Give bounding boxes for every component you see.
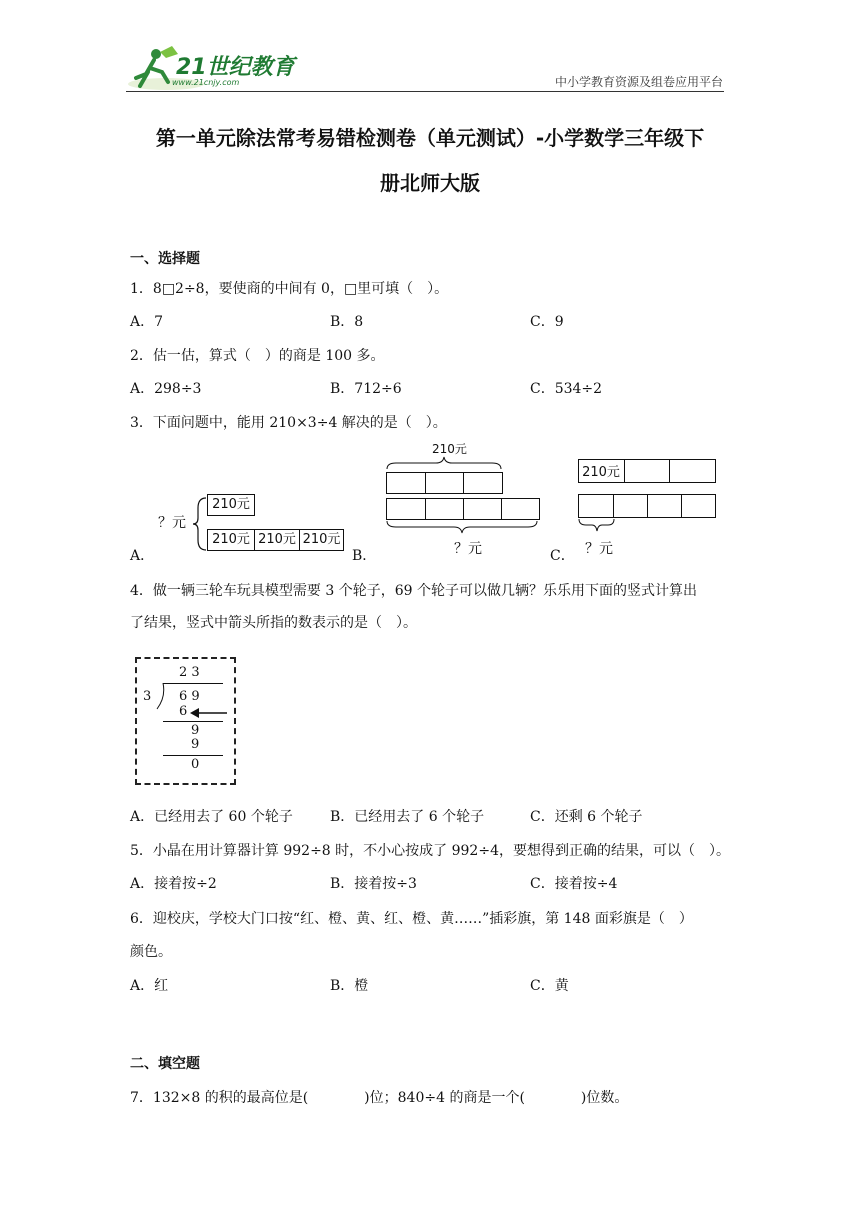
q7-stem: 7．132×8 的积的最高位是( )位；840÷4 的商是一个( )位数。 bbox=[130, 1090, 629, 1106]
q4-remainder: 0 bbox=[191, 757, 200, 772]
section-choice: 一、选择题 bbox=[130, 251, 200, 267]
q4-bracket-icon bbox=[155, 683, 167, 711]
q5-option-a[interactable]: A．接着按÷2 bbox=[130, 876, 217, 892]
q3-option-b[interactable]: B． bbox=[352, 548, 377, 564]
q4-option-b[interactable]: B．已经用去了 6 个轮子 bbox=[330, 809, 485, 825]
q6-stem-1: 6．迎校庆，学校大门口按“红、橙、黄、红、橙、黄……”插彩旗，第 148 面彩旗是（ ） bbox=[130, 911, 693, 927]
q4-step-2b: 9 bbox=[191, 737, 200, 752]
q4-dividend: 6 9 bbox=[179, 689, 200, 704]
q3a-box-3: 210元 bbox=[299, 529, 344, 551]
q2-option-b[interactable]: B．712÷6 bbox=[330, 381, 402, 397]
q4-option-a[interactable]: A．已经用去了 60 个轮子 bbox=[130, 809, 293, 825]
q3-option-a[interactable]: A． bbox=[130, 548, 155, 564]
q6-option-a[interactable]: A．红 bbox=[130, 978, 169, 994]
q6-stem-2: 颜色。 bbox=[130, 944, 172, 960]
q3b-top-brace-icon bbox=[386, 456, 502, 470]
q4-option-c[interactable]: C．还剩 6 个轮子 bbox=[530, 809, 643, 825]
q1-option-a[interactable]: A．7 bbox=[130, 314, 164, 330]
header-rule bbox=[126, 91, 724, 92]
q2-option-a[interactable]: A．298÷3 bbox=[130, 381, 202, 397]
q4-divisor: 3 bbox=[143, 689, 152, 704]
q1-option-c[interactable]: C．9 bbox=[530, 314, 564, 330]
logo-text: 21世纪教育 bbox=[176, 55, 295, 80]
title-line-2: 册北师大版 bbox=[380, 171, 480, 195]
q3-stem: 3．下面问题中，能用 210×3÷4 解决的是（ ）。 bbox=[130, 415, 447, 431]
q3b-bar-top bbox=[386, 472, 503, 494]
q3-option-c[interactable]: C． bbox=[550, 548, 575, 564]
q2-option-c[interactable]: C．534÷2 bbox=[530, 381, 603, 397]
q4-step-2a: 9 bbox=[191, 723, 200, 738]
q2-stem: 2．估一估，算式（ ）的商是 100 多。 bbox=[130, 348, 385, 364]
q3a-box-2: 210元 bbox=[254, 529, 300, 551]
q3a-box-top: 210元 bbox=[207, 494, 255, 516]
q3c-box-label: 210元 bbox=[582, 465, 620, 480]
q3b-bottom-brace-icon bbox=[386, 520, 540, 534]
q6-option-b[interactable]: B．橙 bbox=[330, 978, 369, 994]
q4-stem-1: 4．做一辆三轮车玩具模型需要 3 个轮子，69 个轮子可以做几辆？乐乐用下面的竖式计算出 bbox=[130, 583, 697, 599]
q3c-unknown-label: ？元 bbox=[585, 541, 613, 557]
q3a-unknown-label: ？元 bbox=[158, 515, 186, 531]
q5-stem: 5．小晶在用计算器计算 992÷8 时，不小心按成了 992÷4，要想得到正确的结果，可以（ ）。 bbox=[130, 843, 730, 859]
q3c-brace-icon bbox=[578, 518, 616, 532]
q3a-brace-icon bbox=[192, 494, 208, 554]
q3a-box-1: 210元 bbox=[207, 529, 255, 551]
q3c-bar-top bbox=[578, 459, 716, 483]
q1-stem: 1．8□2÷8，要使商的中间有 0，□里可填（ ）。 bbox=[130, 281, 449, 297]
q4-step-1: 6 bbox=[179, 704, 188, 719]
q3c-bar-bottom bbox=[578, 494, 716, 518]
section-fill: 二、填空题 bbox=[130, 1056, 200, 1072]
platform-name: 中小学教育资源及组卷应用平台 bbox=[554, 75, 723, 89]
q1-option-b[interactable]: B．8 bbox=[330, 314, 364, 330]
q4-quotient: 2 3 bbox=[179, 665, 200, 680]
q4-arrow-icon bbox=[189, 707, 229, 719]
title-line-1: 第一单元除法常考易错检测卷（单元测试）-小学数学三年级下 bbox=[155, 126, 705, 150]
q3b-unknown-label: ？元 bbox=[454, 541, 482, 557]
q5-option-b[interactable]: B．接着按÷3 bbox=[330, 876, 417, 892]
q5-option-c[interactable]: C．接着按÷4 bbox=[530, 876, 618, 892]
logo-url: www.21cnjy.com bbox=[172, 78, 240, 87]
q6-option-c[interactable]: C．黄 bbox=[530, 978, 569, 994]
q4-stem-2: 了结果，竖式中箭头所指的数表示的是（ ）。 bbox=[130, 615, 417, 631]
q4-division-figure bbox=[135, 657, 236, 785]
q3b-bar-bottom bbox=[386, 498, 540, 520]
q3b-top-label: 210元 bbox=[432, 442, 467, 456]
